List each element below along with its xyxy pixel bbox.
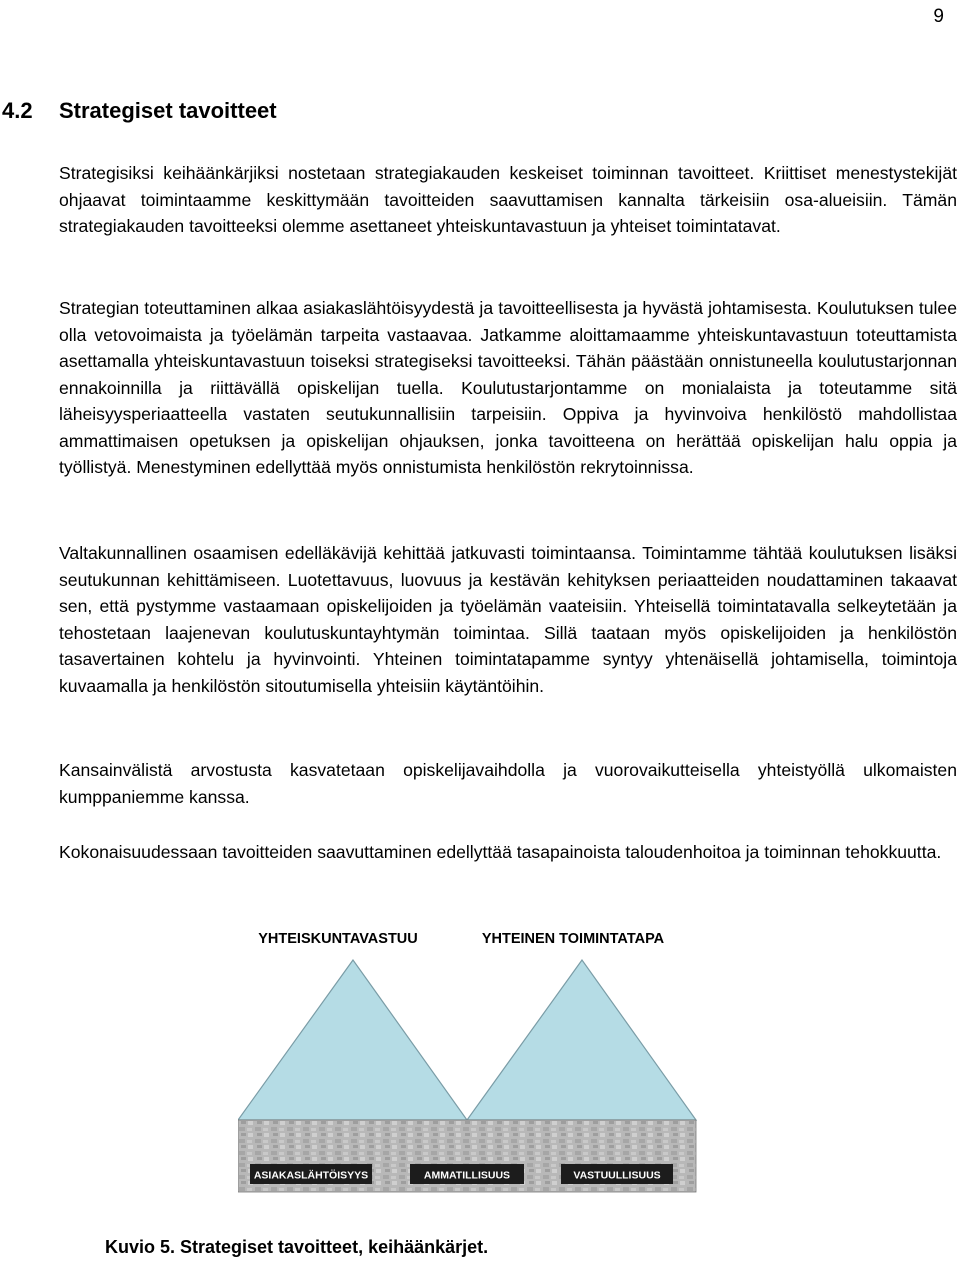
page-number: 9 [933, 6, 944, 27]
paragraph: Strategian toteuttaminen alkaa asiakaslähtöisyydestä ja tavoitteellisesta ja hyvästä johtamisesta. Koulutuksen tulee olla vetovoimaista ja työelämän tarpeita vastaavaa. Jatkamme aloittamaamme yhteiskuntavastuun toteuttamista asettamalla yhteiskuntavastuun toiseksi strategiseksi tavoitteeksi. Tähän päästään onnistuneella koulutustarjonnan ennakoinnilla ja riittävällä opiskelijan tuella. Koulutustarjontamme on monialaista ja toteutamme sitä läheisyysperiaatteella vastaten seutukunnallisiin tarpeisiin. Oppiva ja hyvinvoiva henkilöstö mahdollistaa ammattimaisen opetuksen ja opiskelijan ohjauksen, jonka tavoitteena on herättää opiskelijan halu oppia ja työllistyä. Menestyminen edellyttää myös onnistumista henkilöstön rekrytoinnissa. [59, 298, 957, 477]
paragraph: Kokonaisuudessaan tavoitteiden saavuttaminen edellyttää tasapainoista taloudenhoitoa ja toiminnan tehokkuutta. [59, 842, 942, 862]
right-triangle [467, 960, 696, 1120]
strategy-diagram [238, 922, 720, 1197]
section-title: Strategiset tavoitteet [59, 98, 277, 123]
strategy-figure [238, 922, 720, 1197]
paragraph: Strategisiksi keihäänkärjiksi nostetaan strategiakauden keskeiset toiminnan tavoitteet. Kriittiset menestystekijät ohjaavat toimintaamme keskittymään tavoitteiden saavuttamisen kannalta tärkeisiin osa-alueisiin. Tämän strategiakauden tavoitteeksi olemme asettaneet yhteiskuntavastuun ja yhteiset toimintatavat. [59, 163, 957, 236]
peak-label: YHTEISKUNTAVASTUU [258, 931, 418, 947]
peak-label: YHTEINEN TOIMINTATAPA [481, 931, 665, 947]
figure-caption: Kuvio 5. Strategiset tavoitteet, keihäänkärjet. [105, 1237, 489, 1257]
section-number: 4.2 [2, 98, 33, 123]
base-label: AMMATILLISUUS [423, 1169, 511, 1182]
paragraph: Valtakunnallinen osaamisen edelläkävijä kehittää jatkuvasti toimintaansa. Toimintamme tähtää koulutuksen lisäksi seutukunnan kehittämiseen. Luotettavuus, luovuus ja kestävän kehityksen periaatteiden noudattaminen takaavat sen, että pystymme vastaamaan opiskelijoiden ja työelämän vaateisiin. Yhteisellä toimintatavalla selkeytetään ja tehostetaan laajenevan koulutuskuntayhtymän toimintaa. Sillä taataan myös opiskelijoiden ja henkilöstön tasavertainen kohtelu ja hyvinvointi. Yhteinen toimintatapamme syntyy yhtenäisellä johtamisella, toimintoja kuvaamalla ja henkilöstön sitoutumisella yhteisiin käytäntöihin. [59, 543, 957, 696]
paragraph: Kansainvälistä arvostusta kasvatetaan opiskelijavaihdolla ja vuorovaikutteisella yhteistyöllä ulkomaisten kumppaniemme kanssa. [59, 760, 957, 807]
left-triangle [238, 960, 467, 1120]
base-label: ASIAKASLÄHTÖISYYS [253, 1169, 369, 1182]
section-heading [2, 98, 277, 124]
base-label: VASTUULLISUUS [573, 1169, 661, 1182]
